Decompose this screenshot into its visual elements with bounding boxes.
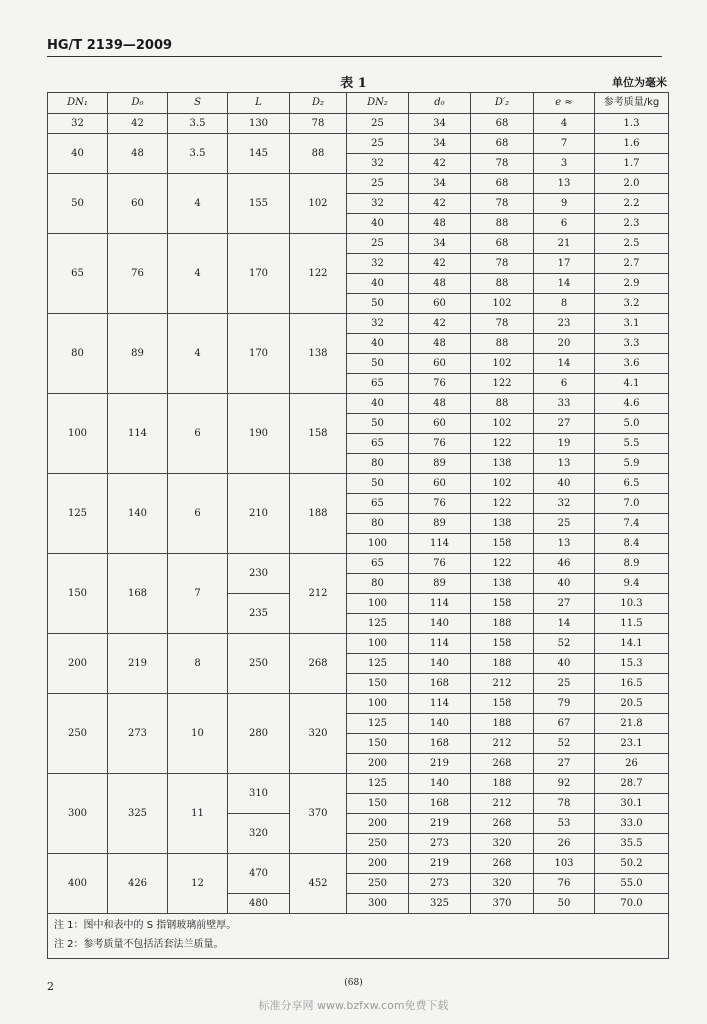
dn2-cell: 300 xyxy=(347,894,409,914)
d2-cell: 102 xyxy=(290,174,347,234)
small-d0-cell: 219 xyxy=(409,854,471,874)
small-d0-cell: 168 xyxy=(409,674,471,694)
table-row xyxy=(48,174,669,194)
mass-cell: 55.0 xyxy=(595,874,669,894)
mass-cell: 5.5 xyxy=(595,434,669,454)
mass-cell: 2.0 xyxy=(595,174,669,194)
d2-prime-cell: 78 xyxy=(471,314,534,334)
mass-cell: 2.2 xyxy=(595,194,669,214)
small-d0-cell: 140 xyxy=(409,774,471,794)
small-d0-cell: 34 xyxy=(409,134,471,154)
d2-cell: 122 xyxy=(290,234,347,314)
small-d0-cell: 140 xyxy=(409,714,471,734)
col-header-d2: D₂ xyxy=(290,93,347,114)
e-cell: 25 xyxy=(534,674,595,694)
d2-prime-cell: 212 xyxy=(471,674,534,694)
d0-cell: 60 xyxy=(108,174,168,234)
e-cell: 50 xyxy=(534,894,595,914)
small-d0-cell: 89 xyxy=(409,574,471,594)
e-cell: 32 xyxy=(534,494,595,514)
small-d0-cell: 48 xyxy=(409,274,471,294)
dn1-cell: 400 xyxy=(48,854,108,914)
dn2-cell: 65 xyxy=(347,494,409,514)
small-d0-cell: 168 xyxy=(409,794,471,814)
table-row xyxy=(48,474,669,494)
s-cell: 11 xyxy=(168,774,228,854)
d2-prime-cell: 68 xyxy=(471,174,534,194)
d2-prime-cell: 122 xyxy=(471,374,534,394)
s-cell: 8 xyxy=(168,634,228,694)
e-cell: 23 xyxy=(534,314,595,334)
e-cell: 17 xyxy=(534,254,595,274)
d2-cell: 452 xyxy=(290,854,347,914)
d2-prime-cell: 88 xyxy=(471,274,534,294)
l-cell: 235 xyxy=(228,594,290,634)
dn2-cell: 150 xyxy=(347,674,409,694)
dn1-cell: 150 xyxy=(48,554,108,634)
small-d0-cell: 76 xyxy=(409,554,471,574)
small-d0-cell: 42 xyxy=(409,154,471,174)
d2-prime-cell: 102 xyxy=(471,474,534,494)
small-d0-cell: 60 xyxy=(409,414,471,434)
d2-prime-cell: 102 xyxy=(471,354,534,374)
mass-cell: 8.9 xyxy=(595,554,669,574)
small-d0-cell: 48 xyxy=(409,394,471,414)
mass-cell: 28.7 xyxy=(595,774,669,794)
e-cell: 13 xyxy=(534,454,595,474)
e-cell: 14 xyxy=(534,274,595,294)
d2-cell: 370 xyxy=(290,774,347,854)
d0-cell: 89 xyxy=(108,314,168,394)
small-d0-cell: 34 xyxy=(409,114,471,134)
dn1-cell: 50 xyxy=(48,174,108,234)
dn2-cell: 40 xyxy=(347,274,409,294)
dn2-cell: 80 xyxy=(347,514,409,534)
mass-cell: 7.0 xyxy=(595,494,669,514)
l-cell: 170 xyxy=(228,234,290,314)
mass-cell: 35.5 xyxy=(595,834,669,854)
small-d0-cell: 219 xyxy=(409,814,471,834)
d0-cell: 48 xyxy=(108,134,168,174)
table-row xyxy=(48,634,669,654)
dn2-cell: 32 xyxy=(347,254,409,274)
header-rule xyxy=(47,56,662,57)
small-d0-cell: 273 xyxy=(409,834,471,854)
e-cell: 40 xyxy=(534,474,595,494)
dn2-cell: 25 xyxy=(347,234,409,254)
l-cell: 320 xyxy=(228,814,290,854)
small-d0-cell: 114 xyxy=(409,634,471,654)
e-cell: 46 xyxy=(534,554,595,574)
e-cell: 26 xyxy=(534,834,595,854)
col-header-dn2: DN₂ xyxy=(347,93,409,114)
d0-cell: 219 xyxy=(108,634,168,694)
d2-prime-cell: 370 xyxy=(471,894,534,914)
standard-number: HG/T 2139—2009 xyxy=(47,38,173,53)
dn2-cell: 150 xyxy=(347,734,409,754)
small-d0-cell: 76 xyxy=(409,434,471,454)
s-cell: 12 xyxy=(168,854,228,914)
d2-cell: 88 xyxy=(290,134,347,174)
mass-cell: 3.6 xyxy=(595,354,669,374)
mass-cell: 16.5 xyxy=(595,674,669,694)
dn1-cell: 65 xyxy=(48,234,108,314)
l-cell: 250 xyxy=(228,634,290,694)
e-cell: 3 xyxy=(534,154,595,174)
d0-cell: 42 xyxy=(108,114,168,134)
d2-prime-cell: 122 xyxy=(471,434,534,454)
d2-prime-cell: 212 xyxy=(471,794,534,814)
dn1-cell: 250 xyxy=(48,694,108,774)
dn1-cell: 40 xyxy=(48,134,108,174)
small-d0-cell: 89 xyxy=(409,514,471,534)
e-cell: 8 xyxy=(534,294,595,314)
small-d0-cell: 76 xyxy=(409,494,471,514)
s-cell: 7 xyxy=(168,554,228,634)
dn2-cell: 200 xyxy=(347,814,409,834)
dn2-cell: 125 xyxy=(347,654,409,674)
l-cell: 230 xyxy=(228,554,290,594)
s-cell: 6 xyxy=(168,394,228,474)
mass-cell: 23.1 xyxy=(595,734,669,754)
dimension-table xyxy=(47,92,669,959)
mass-cell: 6.5 xyxy=(595,474,669,494)
s-cell: 4 xyxy=(168,314,228,394)
d2-cell: 320 xyxy=(290,694,347,774)
col-header-mass: 参考质量/kg xyxy=(595,93,669,114)
small-d0-cell: 273 xyxy=(409,874,471,894)
small-d0-cell: 60 xyxy=(409,474,471,494)
notes-row xyxy=(48,914,669,959)
dn2-cell: 65 xyxy=(347,554,409,574)
dn2-cell: 80 xyxy=(347,574,409,594)
l-cell: 480 xyxy=(228,894,290,914)
d2-prime-cell: 138 xyxy=(471,454,534,474)
col-header-l: L xyxy=(228,93,290,114)
d2-prime-cell: 138 xyxy=(471,514,534,534)
d2-prime-cell: 320 xyxy=(471,834,534,854)
dn2-cell: 50 xyxy=(347,474,409,494)
table-row xyxy=(48,234,669,254)
dn1-cell: 80 xyxy=(48,314,108,394)
mass-cell: 2.9 xyxy=(595,274,669,294)
table-row xyxy=(48,114,669,134)
dn2-cell: 250 xyxy=(347,874,409,894)
d2-prime-cell: 158 xyxy=(471,594,534,614)
e-cell: 52 xyxy=(534,734,595,754)
dn2-cell: 25 xyxy=(347,114,409,134)
mass-cell: 2.3 xyxy=(595,214,669,234)
mass-cell: 7.4 xyxy=(595,514,669,534)
e-cell: 20 xyxy=(534,334,595,354)
e-cell: 14 xyxy=(534,614,595,634)
e-cell: 76 xyxy=(534,874,595,894)
small-d0-cell: 140 xyxy=(409,654,471,674)
d2-prime-cell: 320 xyxy=(471,874,534,894)
d2-prime-cell: 78 xyxy=(471,154,534,174)
s-cell: 6 xyxy=(168,474,228,554)
dn2-cell: 50 xyxy=(347,354,409,374)
dn2-cell: 200 xyxy=(347,854,409,874)
e-cell: 92 xyxy=(534,774,595,794)
col-header-e: e ≈ xyxy=(534,93,595,114)
e-cell: 33 xyxy=(534,394,595,414)
mass-cell: 33.0 xyxy=(595,814,669,834)
d2-prime-cell: 122 xyxy=(471,494,534,514)
note-2: 注 2：参考质量不包括活套法兰质量。 xyxy=(54,939,224,950)
d2-prime-cell: 268 xyxy=(471,854,534,874)
mass-cell: 2.7 xyxy=(595,254,669,274)
mass-cell: 8.4 xyxy=(595,534,669,554)
e-cell: 78 xyxy=(534,794,595,814)
l-cell: 190 xyxy=(228,394,290,474)
d2-prime-cell: 268 xyxy=(471,814,534,834)
e-cell: 53 xyxy=(534,814,595,834)
d2-prime-cell: 268 xyxy=(471,754,534,774)
mass-cell: 30.1 xyxy=(595,794,669,814)
e-cell: 6 xyxy=(534,374,595,394)
table-row xyxy=(48,694,669,714)
l-cell: 170 xyxy=(228,314,290,394)
d2-prime-cell: 188 xyxy=(471,774,534,794)
mass-cell: 11.5 xyxy=(595,614,669,634)
dn2-cell: 65 xyxy=(347,434,409,454)
small-d0-cell: 34 xyxy=(409,174,471,194)
e-cell: 19 xyxy=(534,434,595,454)
dn2-cell: 100 xyxy=(347,534,409,554)
small-d0-cell: 219 xyxy=(409,754,471,774)
small-d0-cell: 76 xyxy=(409,374,471,394)
d2-prime-cell: 188 xyxy=(471,714,534,734)
watermark-text: 标准分享网 www.bzfxw.com免费下载 xyxy=(258,999,449,1012)
d2-prime-cell: 138 xyxy=(471,574,534,594)
e-cell: 40 xyxy=(534,654,595,674)
small-d0-cell: 325 xyxy=(409,894,471,914)
d2-prime-cell: 88 xyxy=(471,334,534,354)
e-cell: 21 xyxy=(534,234,595,254)
dn2-cell: 125 xyxy=(347,614,409,634)
small-d0-cell: 60 xyxy=(409,294,471,314)
l-cell: 470 xyxy=(228,854,290,894)
l-cell: 130 xyxy=(228,114,290,134)
small-d0-cell: 42 xyxy=(409,254,471,274)
d2-prime-cell: 68 xyxy=(471,114,534,134)
small-d0-cell: 42 xyxy=(409,314,471,334)
dn2-cell: 80 xyxy=(347,454,409,474)
small-d0-cell: 60 xyxy=(409,354,471,374)
d2-prime-cell: 88 xyxy=(471,394,534,414)
d0-cell: 426 xyxy=(108,854,168,914)
dn2-cell: 250 xyxy=(347,834,409,854)
dn1-cell: 300 xyxy=(48,774,108,854)
d0-cell: 140 xyxy=(108,474,168,554)
mass-cell: 20.5 xyxy=(595,694,669,714)
mass-cell: 14.1 xyxy=(595,634,669,654)
folio-number: (68) xyxy=(344,978,363,988)
d2-cell: 212 xyxy=(290,554,347,634)
d2-prime-cell: 68 xyxy=(471,134,534,154)
e-cell: 27 xyxy=(534,754,595,774)
e-cell: 67 xyxy=(534,714,595,734)
l-cell: 310 xyxy=(228,774,290,814)
e-cell: 4 xyxy=(534,114,595,134)
notes-cell xyxy=(48,914,669,959)
d2-prime-cell: 102 xyxy=(471,294,534,314)
note-1: 注 1：图中和表中的 S 指钢玻璃前壁厚。 xyxy=(54,920,237,931)
dn2-cell: 100 xyxy=(347,694,409,714)
d0-cell: 325 xyxy=(108,774,168,854)
table-row xyxy=(48,554,669,574)
d2-prime-cell: 188 xyxy=(471,654,534,674)
col-header-d0: D₀ xyxy=(108,93,168,114)
mass-cell: 3.1 xyxy=(595,314,669,334)
d0-cell: 273 xyxy=(108,694,168,774)
small-d0-cell: 114 xyxy=(409,534,471,554)
small-d0-cell: 168 xyxy=(409,734,471,754)
e-cell: 25 xyxy=(534,514,595,534)
e-cell: 27 xyxy=(534,414,595,434)
col-header-s: S xyxy=(168,93,228,114)
d2-cell: 268 xyxy=(290,634,347,694)
s-cell: 4 xyxy=(168,174,228,234)
dn2-cell: 32 xyxy=(347,154,409,174)
d2-prime-cell: 78 xyxy=(471,254,534,274)
table-header-row xyxy=(48,93,669,114)
e-cell: 13 xyxy=(534,534,595,554)
d2-prime-cell: 158 xyxy=(471,694,534,714)
dn1-cell: 125 xyxy=(48,474,108,554)
dn2-cell: 25 xyxy=(347,134,409,154)
small-d0-cell: 34 xyxy=(409,234,471,254)
d2-prime-cell: 158 xyxy=(471,634,534,654)
small-d0-cell: 89 xyxy=(409,454,471,474)
table-row xyxy=(48,774,669,794)
d0-cell: 114 xyxy=(108,394,168,474)
small-d0-cell: 48 xyxy=(409,334,471,354)
dn2-cell: 50 xyxy=(347,414,409,434)
mass-cell: 1.3 xyxy=(595,114,669,134)
unit-label: 单位为毫米 xyxy=(612,76,667,89)
e-cell: 9 xyxy=(534,194,595,214)
mass-cell: 4.1 xyxy=(595,374,669,394)
small-d0-cell: 140 xyxy=(409,614,471,634)
s-cell: 10 xyxy=(168,694,228,774)
mass-cell: 3.3 xyxy=(595,334,669,354)
mass-cell: 21.8 xyxy=(595,714,669,734)
s-cell: 3.5 xyxy=(168,134,228,174)
d2-prime-cell: 88 xyxy=(471,214,534,234)
table-row xyxy=(48,134,669,154)
dn1-cell: 100 xyxy=(48,394,108,474)
e-cell: 103 xyxy=(534,854,595,874)
e-cell: 52 xyxy=(534,634,595,654)
table-row xyxy=(48,314,669,334)
dn1-cell: 32 xyxy=(48,114,108,134)
mass-cell: 1.7 xyxy=(595,154,669,174)
d2-prime-cell: 122 xyxy=(471,554,534,574)
mass-cell: 4.6 xyxy=(595,394,669,414)
mass-cell: 1.6 xyxy=(595,134,669,154)
dn2-cell: 32 xyxy=(347,314,409,334)
dn2-cell: 100 xyxy=(347,594,409,614)
d2-cell: 78 xyxy=(290,114,347,134)
dn2-cell: 200 xyxy=(347,754,409,774)
dn2-cell: 150 xyxy=(347,794,409,814)
mass-cell: 5.0 xyxy=(595,414,669,434)
e-cell: 27 xyxy=(534,594,595,614)
mass-cell: 9.4 xyxy=(595,574,669,594)
small-d0-cell: 48 xyxy=(409,214,471,234)
e-cell: 40 xyxy=(534,574,595,594)
d2-prime-cell: 212 xyxy=(471,734,534,754)
dn1-cell: 200 xyxy=(48,634,108,694)
d2-prime-cell: 78 xyxy=(471,194,534,214)
table-row xyxy=(48,394,669,414)
col-header-d2-prime: D′₂ xyxy=(471,93,534,114)
mass-cell: 2.5 xyxy=(595,234,669,254)
l-cell: 210 xyxy=(228,474,290,554)
e-cell: 6 xyxy=(534,214,595,234)
d2-cell: 188 xyxy=(290,474,347,554)
mass-cell: 15.3 xyxy=(595,654,669,674)
e-cell: 14 xyxy=(534,354,595,374)
d2-prime-cell: 68 xyxy=(471,234,534,254)
d2-prime-cell: 188 xyxy=(471,614,534,634)
d2-cell: 138 xyxy=(290,314,347,394)
dn2-cell: 125 xyxy=(347,774,409,794)
l-cell: 145 xyxy=(228,134,290,174)
small-d0-cell: 114 xyxy=(409,694,471,714)
d0-cell: 76 xyxy=(108,234,168,314)
dn2-cell: 25 xyxy=(347,174,409,194)
d0-cell: 168 xyxy=(108,554,168,634)
mass-cell: 3.2 xyxy=(595,294,669,314)
small-d0-cell: 42 xyxy=(409,194,471,214)
dn2-cell: 50 xyxy=(347,294,409,314)
dn2-cell: 40 xyxy=(347,394,409,414)
col-header-small-d0: d₀ xyxy=(409,93,471,114)
e-cell: 7 xyxy=(534,134,595,154)
d2-prime-cell: 102 xyxy=(471,414,534,434)
mass-cell: 70.0 xyxy=(595,894,669,914)
dn2-cell: 40 xyxy=(347,214,409,234)
table-title: 表 1 xyxy=(340,76,367,91)
d2-prime-cell: 158 xyxy=(471,534,534,554)
dn2-cell: 100 xyxy=(347,634,409,654)
col-header-dn1: DN₁ xyxy=(48,93,108,114)
dn2-cell: 65 xyxy=(347,374,409,394)
small-d0-cell: 114 xyxy=(409,594,471,614)
table-row xyxy=(48,854,669,874)
mass-cell: 10.3 xyxy=(595,594,669,614)
mass-cell: 5.9 xyxy=(595,454,669,474)
l-cell: 280 xyxy=(228,694,290,774)
dn2-cell: 32 xyxy=(347,194,409,214)
page-number: 2 xyxy=(47,980,54,993)
l-cell: 155 xyxy=(228,174,290,234)
dn2-cell: 40 xyxy=(347,334,409,354)
e-cell: 79 xyxy=(534,694,595,714)
s-cell: 3.5 xyxy=(168,114,228,134)
dn2-cell: 125 xyxy=(347,714,409,734)
d2-cell: 158 xyxy=(290,394,347,474)
s-cell: 4 xyxy=(168,234,228,314)
e-cell: 13 xyxy=(534,174,595,194)
mass-cell: 50.2 xyxy=(595,854,669,874)
table-body xyxy=(48,114,669,914)
mass-cell: 26 xyxy=(595,754,669,774)
